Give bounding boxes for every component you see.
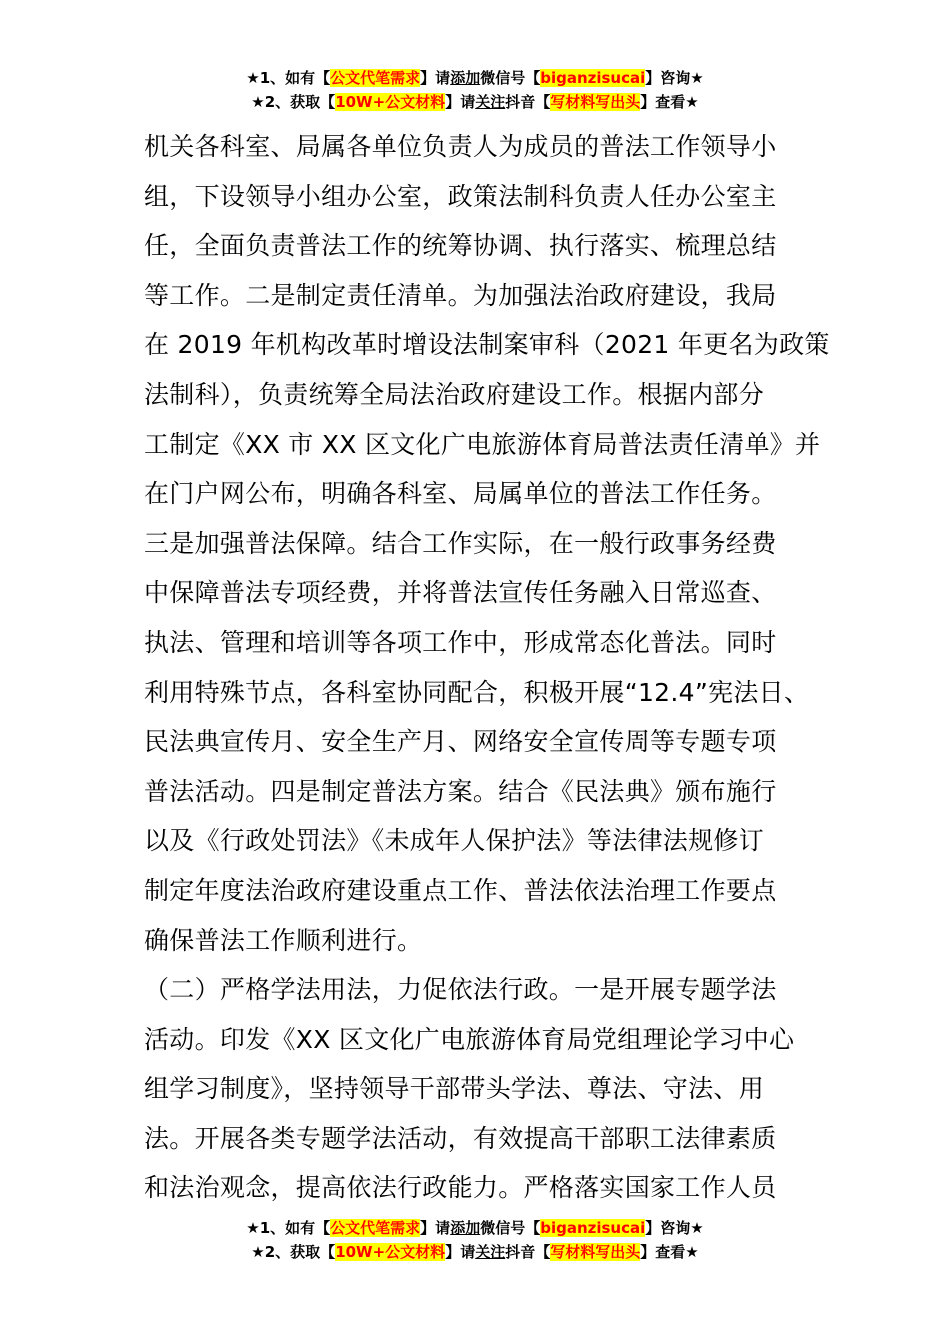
body-line: 在门户网公布，明确各科室、局属单位的普法工作任务。 [144, 479, 777, 509]
body-line: 任，全面负责普法工作的统筹协调、执行落实、梳理总结 [144, 231, 777, 261]
header-line-2: ★2、获取【10W+公文材料】请关注抖音【写材料写出头】查看★ [251, 93, 699, 111]
body-line: 等工作。二是制定责任清单。为加强法治政府建设，我局 [144, 280, 777, 310]
body-line: 法。开展各类专题学法活动，有效提高干部职工法律素质 [144, 1123, 777, 1153]
body-line: 执法、管理和培训等各项工作中，形成常态化普法。同时 [144, 627, 777, 657]
body-line: 组，下设领导小组办公室，政策法制科负责人任办公室主 [144, 181, 777, 211]
body-line: 工制定《XX 市 XX 区文化广电旅游体育局普法责任清单》并 [144, 429, 821, 459]
body-line: （二）严格学法用法，力促依法行政。一是开展专题学法 [144, 975, 777, 1005]
footer-line-1: ★1、如有【公文代笔需求】请添加微信号【biganzisucai】咨询★ [246, 1219, 704, 1237]
highlight-materials: 10W+公文材料 [335, 93, 446, 111]
body-line: 在 2019 年机构改革时增设法制案审科（2021 年更名为政策 [144, 330, 830, 360]
body-line: 法制科），负责统筹全局法治政府建设工作。根据内部分 [144, 379, 765, 409]
highlight-wechat-id: biganzisucai [540, 69, 646, 87]
highlight-materials: 10W+公文材料 [335, 1243, 446, 1261]
body-line: 和法治观念，提高依法行政能力。严格落实国家工作人员 [144, 1173, 777, 1203]
highlight-wechat-id: biganzisucai [540, 1219, 646, 1237]
document-body [144, 122, 834, 1213]
body-line: 制定年度法治政府建设重点工作、普法依法治理工作要点 [144, 875, 777, 905]
body-line: 中保障普法专项经费，并将普法宣传任务融入日常巡查、 [144, 578, 777, 608]
highlight-ghostwriting: 公文代笔需求 [330, 1219, 421, 1237]
header-line-1: ★1、如有【公文代笔需求】请添加微信号【biganzisucai】咨询★ [246, 69, 704, 87]
body-line: 普法活动。四是制定普法方案。结合《民法典》颁布施行 [144, 776, 777, 806]
body-line: 三是加强普法保障。结合工作实际，在一般行政事务经费 [144, 528, 777, 558]
highlight-douyin-account: 写材料写出头 [550, 1243, 641, 1261]
header-banner [0, 66, 950, 114]
body-line: 组学习制度》，坚持领导干部带头学法、尊法、守法、用 [144, 1074, 765, 1104]
body-line: 确保普法工作顺利进行。 [144, 925, 423, 955]
body-line: 民法典宣传月、安全生产月、网络安全宣传周等专题专项 [144, 727, 777, 757]
body-line: 以及《行政处罚法》《未成年人保护法》等法律法规修订 [144, 826, 765, 856]
footer-banner [0, 1216, 950, 1264]
highlight-ghostwriting: 公文代笔需求 [330, 69, 421, 87]
body-line: 活动。印发《XX 区文化广电旅游体育局党组理论学习中心 [144, 1024, 795, 1054]
footer-line-2: ★2、获取【10W+公文材料】请关注抖音【写材料写出头】查看★ [251, 1243, 699, 1261]
body-line: 利用特殊节点，各科室协同配合，积极开展“12.4”宪法日、 [144, 677, 810, 707]
body-line: 机关各科室、局属各单位负责人为成员的普法工作领导小 [144, 132, 777, 161]
highlight-douyin-account: 写材料写出头 [550, 93, 641, 111]
